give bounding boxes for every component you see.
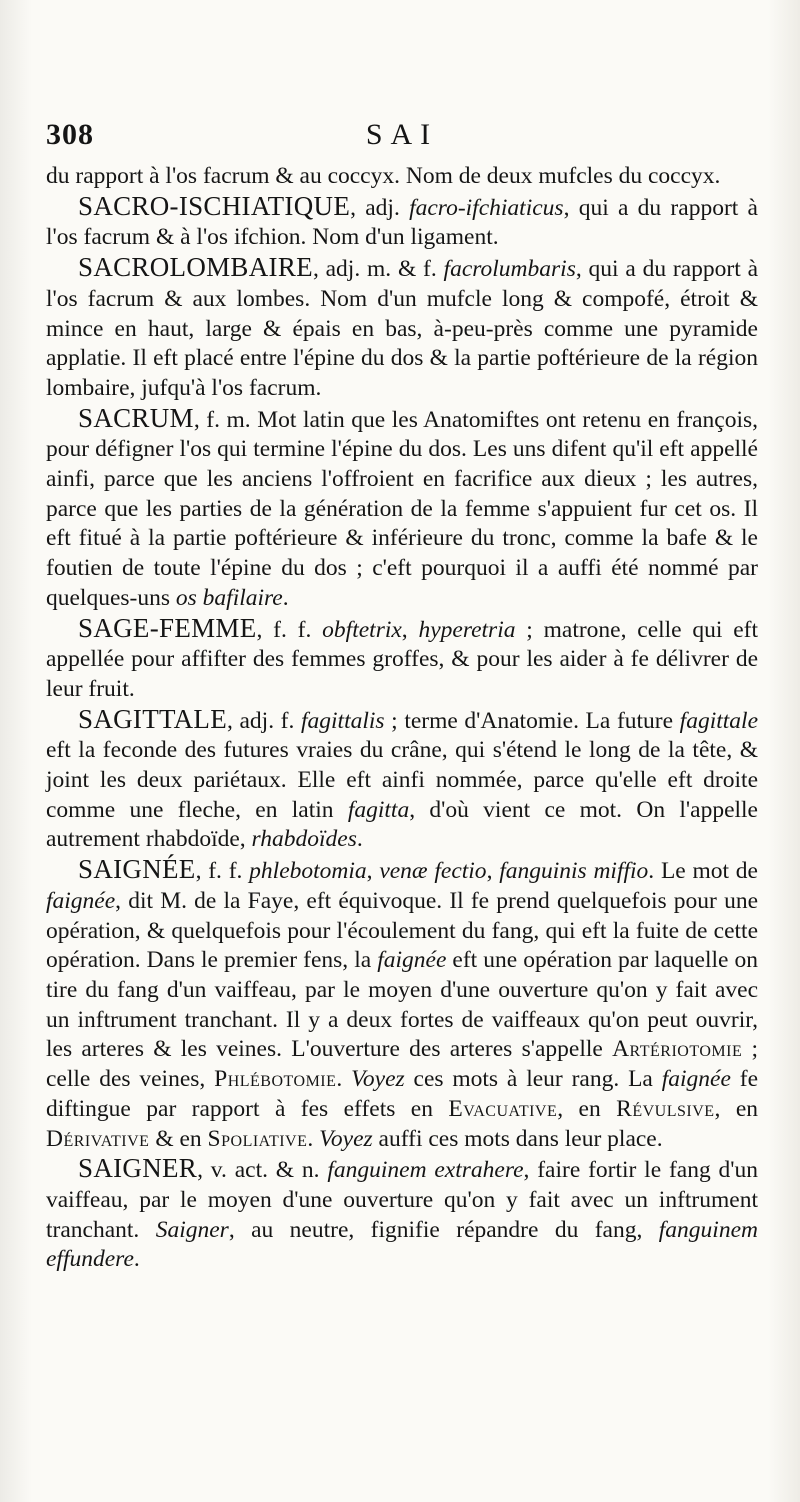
entry-sacrolombaire: SACROLOMBAIRE, adj. m. & f. facrolumbaris, qui a du rapport à l'os facrum & aux lombes. Nom d'un mufcle long & compofé, étroit & mince en haut, large & épais en bas, à-peu-près comme une pyramide applatie. Il eft placé entre l'épine du dos & la partie poftérieure de la région lombaire, jufqu'à l'os facrum. — [46, 252, 758, 401]
continuation-paragraph — [46, 162, 758, 192]
entry-headword: SAGE-FEMME — [78, 612, 257, 643]
entry-sacrum: SACRUM, f. m. Mot latin que les Anatomiftes ont retenu en françois, pour défigner l'os qui termine l'épine du dos. Les uns difent qu'il eft appellé ainfi, parce que les anciens l'offroient en facrifice aux dieux ; les autres, parce que les parties de la génération de la femme s'appuient fur cet os. Il eft fitué à la partie poftérieure & inférieure du tronc, comme la bafe & le foutien de toute l'épine du dos ; c'eft pourquoi il a auffi été nommé par quelques-uns os bafilaire. — [46, 402, 758, 611]
latin-term: fanguinem effundere — [46, 1216, 758, 1273]
entry-saignee: SAIGNÉE, f. f. phlebotomia, venæ fectio, fanguinis miffio. Le mot de faignée, dit M. de la Faye, eft équivoque. Il fe prend quelquefois pour une opération, & quelquefois pour l'écoulement du fang, qui eft la fuite de cette opération. Dans le premier fens, la faignée eft une opération par laquelle on tire du fang d'un vaiffeau, par le moyen d'une ouverture qu'on y fait avec un inftrument tranchant. Il y a deux fortes de vaiffeaux qu'on peut ouvrir, les arteres & les veines. L'ouverture des arteres s'appelle Artériotomie ; celle des veines, Phlébotomie. Voyez ces mots à leur rang. La faignée fe diftingue par rapport à fes effets en Evacuative, en Révulsive, en Dérivative & en Spoliative. Voyez auffi ces mots dans leur place. — [46, 854, 759, 1152]
dictionary-text — [46, 162, 758, 1275]
see-also: Voyez — [351, 1066, 405, 1093]
latin-term: Saigner — [155, 1216, 229, 1243]
entry-saigner: SAIGNER, v. act. & n. fanguinem extrahere, faire fortir le fang d'un vaiffeau, par le moyen d'une ouverture qu'on y fait avec un inftrument tranchant. Saigner, au neutre, fignifie répandre du fang, fanguinem effundere. — [46, 1153, 758, 1273]
latin-term: hyperetria — [418, 616, 516, 643]
latin-term: obftetrix — [322, 616, 402, 643]
latin-term: os bafilaire — [175, 584, 283, 611]
page-number: 308 — [46, 118, 94, 151]
entry-sagittale: SAGITTALE, adj. f. fagittalis ; terme d'Anatomie. La future fagittale eft la feconde des futures vraies du crâne, qui s'étend le long de la tête, & joint les deux pariétaux. Elle eft ainfi nommée, parce qu'elle eft droite comme une fleche, en latin fagitta, d'où vient ce mot. On l'appelle autrement rhabdoïde, rhabdoïdes. — [46, 703, 758, 853]
entry-sage-femme: SAGE-FEMME, f. f. obftetrix, hyperetria ; matrone, celle qui eft appellée pour affifter des femmes groffes, & pour les aider à fe délivrer de leur fruit. — [46, 612, 759, 702]
entry-headword: SAGITTALE — [78, 703, 228, 734]
latin-term: fagittalis — [301, 707, 385, 734]
entry-headword: SACRUM — [78, 402, 194, 433]
cross-reference: Révulsive — [616, 1095, 715, 1122]
cross-reference: Spoliative — [207, 1125, 308, 1152]
latin-term: fagitta — [347, 796, 410, 823]
entry-sacro-ischiatique: SACRO-ISCHIATIQUE, adj. facro-ifchiaticus, qui a du rapport à l'os facrum & à l'os ifchion. Nom d'un ligament. — [46, 190, 758, 251]
entry-headword: SACROLOMBAIRE — [78, 252, 313, 283]
page-header — [46, 118, 758, 162]
cross-reference: Dérivative — [46, 1125, 150, 1152]
latin-term: phlebotomia — [249, 858, 367, 885]
cross-reference: Artériotomie — [612, 1036, 743, 1063]
latin-term: fanguinis miffio — [499, 858, 649, 885]
latin-term: fagittale — [679, 707, 758, 734]
entry-headword: SAIGNER — [78, 1153, 198, 1184]
latin-term: facro-ifchiaticus — [409, 194, 564, 221]
cross-reference: Evacuative — [448, 1095, 558, 1122]
entry-headword: SAIGNÉE — [78, 854, 196, 885]
see-also: Voyez — [319, 1125, 373, 1152]
continuation-text: du rapport à l'os facrum & au coccyx. Nom de deux mufcles du coccyx. — [46, 163, 721, 189]
latin-term: faignée — [377, 947, 447, 974]
latin-term: faignée — [661, 1066, 731, 1093]
latin-term: venæ fectio — [379, 858, 487, 885]
latin-term: rhabdoïdes — [251, 826, 357, 853]
latin-term: facrolumbaris — [443, 256, 576, 283]
entry-headword: SACRO-ISCHIATIQUE — [78, 190, 351, 221]
cross-reference: Phlébotomie — [214, 1066, 337, 1093]
latin-term: fanguinem extrahere — [327, 1157, 524, 1184]
latin-term: faignée — [46, 887, 116, 914]
running-head: SAI — [365, 118, 439, 151]
